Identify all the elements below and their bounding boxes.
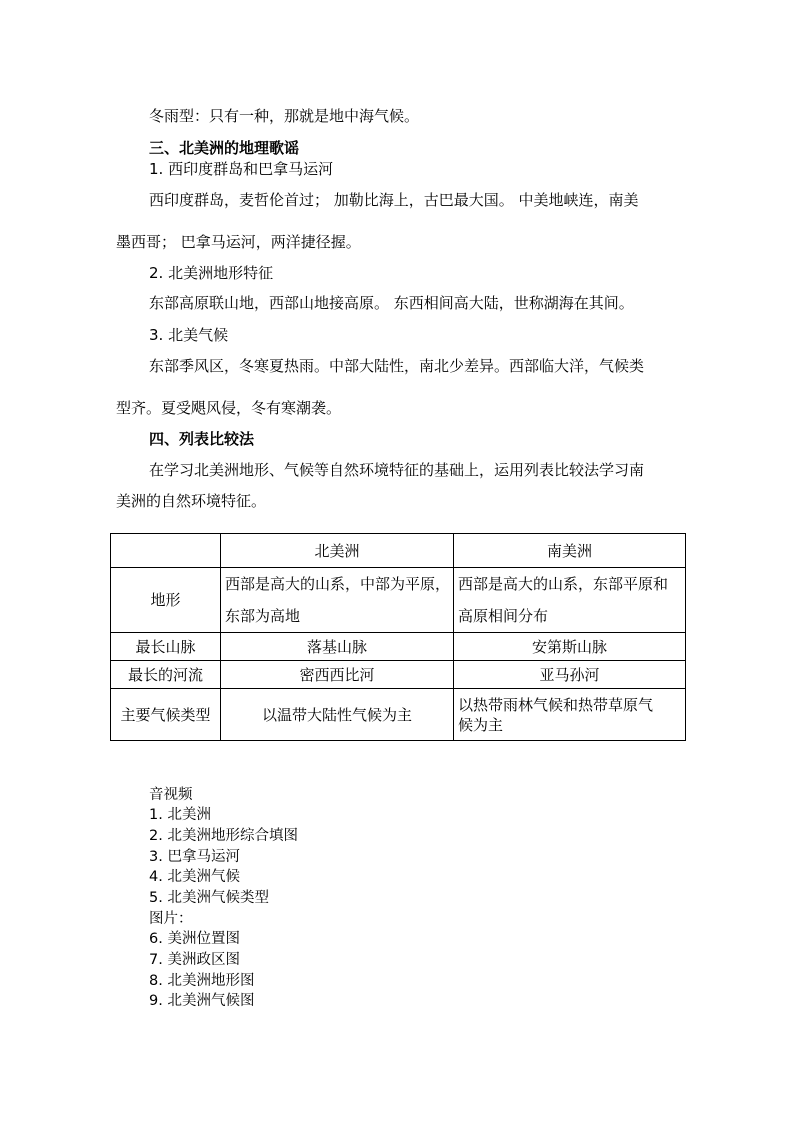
song3-line1: 东部季风区，冬寒夏热雨。中部大陆性，南北少差异。西部临大洋，气候类 (149, 357, 645, 375)
table-row (111, 689, 686, 741)
pic-item-6[interactable]: 6. 美洲位置图 (149, 931, 240, 947)
av-item-5[interactable]: 5. 北美洲气候类型 (149, 890, 269, 906)
row-label-longest-mountain: 最长山脉 (111, 633, 221, 661)
song1-title: 1. 西印度群岛和巴拿马运河 (149, 160, 334, 178)
table-header-north-america: 北美洲 (221, 534, 454, 568)
song2-line1: 东部高原联山地，西部山地接高原。 东西相间高大陆，世称湖海在其间。 (149, 294, 634, 312)
row-label-terrain: 地形 (111, 568, 221, 633)
table-header-south-america: 南美洲 (454, 534, 686, 568)
av-title: 音视频 (149, 787, 193, 803)
section3-heading: 三、北美洲的地理歌谣 (149, 139, 300, 157)
av-item-2[interactable]: 2. 北美洲地形综合填图 (149, 828, 298, 844)
cell-na-terrain (221, 568, 454, 633)
song1-line2: 墨西哥； 巴拿马运河，两洋捷径握。 (116, 233, 361, 251)
pic-item-9[interactable]: 9. 北美洲气候图 (149, 993, 255, 1009)
song3-title: 3. 北美气候 (149, 326, 229, 344)
table-header-empty (111, 534, 221, 568)
cell-sa-terrain (454, 568, 686, 633)
song3-line2: 型齐。夏受飓风侵，冬有寒潮袭。 (116, 399, 342, 417)
cell-sa-mountain: 安第斯山脉 (454, 633, 686, 661)
pic-item-7[interactable]: 7. 美洲政区图 (149, 952, 240, 968)
pic-title: 图片： (149, 911, 193, 927)
cell-sa-terrain-line1: 西部是高大的山系，东部平原和 (458, 575, 669, 593)
cell-na-mountain: 落基山脉 (221, 633, 454, 661)
song1-line1: 西印度群岛，麦哲伦首过； 加勒比海上，古巴最大国。 中美地峡连，南美 (149, 191, 639, 209)
row-label-climate: 主要气候类型 (111, 689, 221, 741)
table-row (111, 661, 686, 689)
cell-sa-terrain-line2: 高原相间分布 (458, 607, 549, 625)
cell-sa-climate-line1: 以热带雨林气候和热带草原气 (458, 695, 654, 714)
av-item-4[interactable]: 4. 北美洲气候 (149, 869, 240, 885)
cell-sa-climate-line2: 候为主 (458, 715, 504, 734)
cell-na-terrain-line1: 西部是高大的山系，中部为平原， (225, 575, 451, 593)
table-row (111, 568, 686, 633)
cell-sa-river: 亚马孙河 (454, 661, 686, 689)
cell-na-river: 密西西比河 (221, 661, 454, 689)
pic-item-8[interactable]: 8. 北美洲地形图 (149, 973, 255, 989)
song2-title: 2. 北美洲地形特征 (149, 264, 274, 282)
section4-para-line2: 美洲的自然环境特征。 (116, 492, 267, 510)
cell-na-climate: 以温带大陆性气候为主 (221, 689, 454, 741)
intro-line: 冬雨型：只有一种，那就是地中海气候。 (149, 107, 420, 125)
section4-para-line1: 在学习北美洲地形、气候等自然环境特征的基础上，运用列表比较法学习南 (149, 461, 645, 479)
table-header-row (111, 534, 686, 568)
table-row (111, 633, 686, 661)
cell-sa-climate (454, 689, 686, 741)
av-item-3[interactable]: 3. 巴拿马运河 (149, 849, 240, 865)
av-item-1[interactable]: 1. 北美洲 (149, 807, 211, 823)
comparison-table (110, 533, 686, 741)
section4-heading: 四、列表比较法 (149, 430, 255, 448)
cell-na-terrain-line2: 东部为高地 (225, 607, 301, 625)
row-label-longest-river: 最长的河流 (111, 661, 221, 689)
